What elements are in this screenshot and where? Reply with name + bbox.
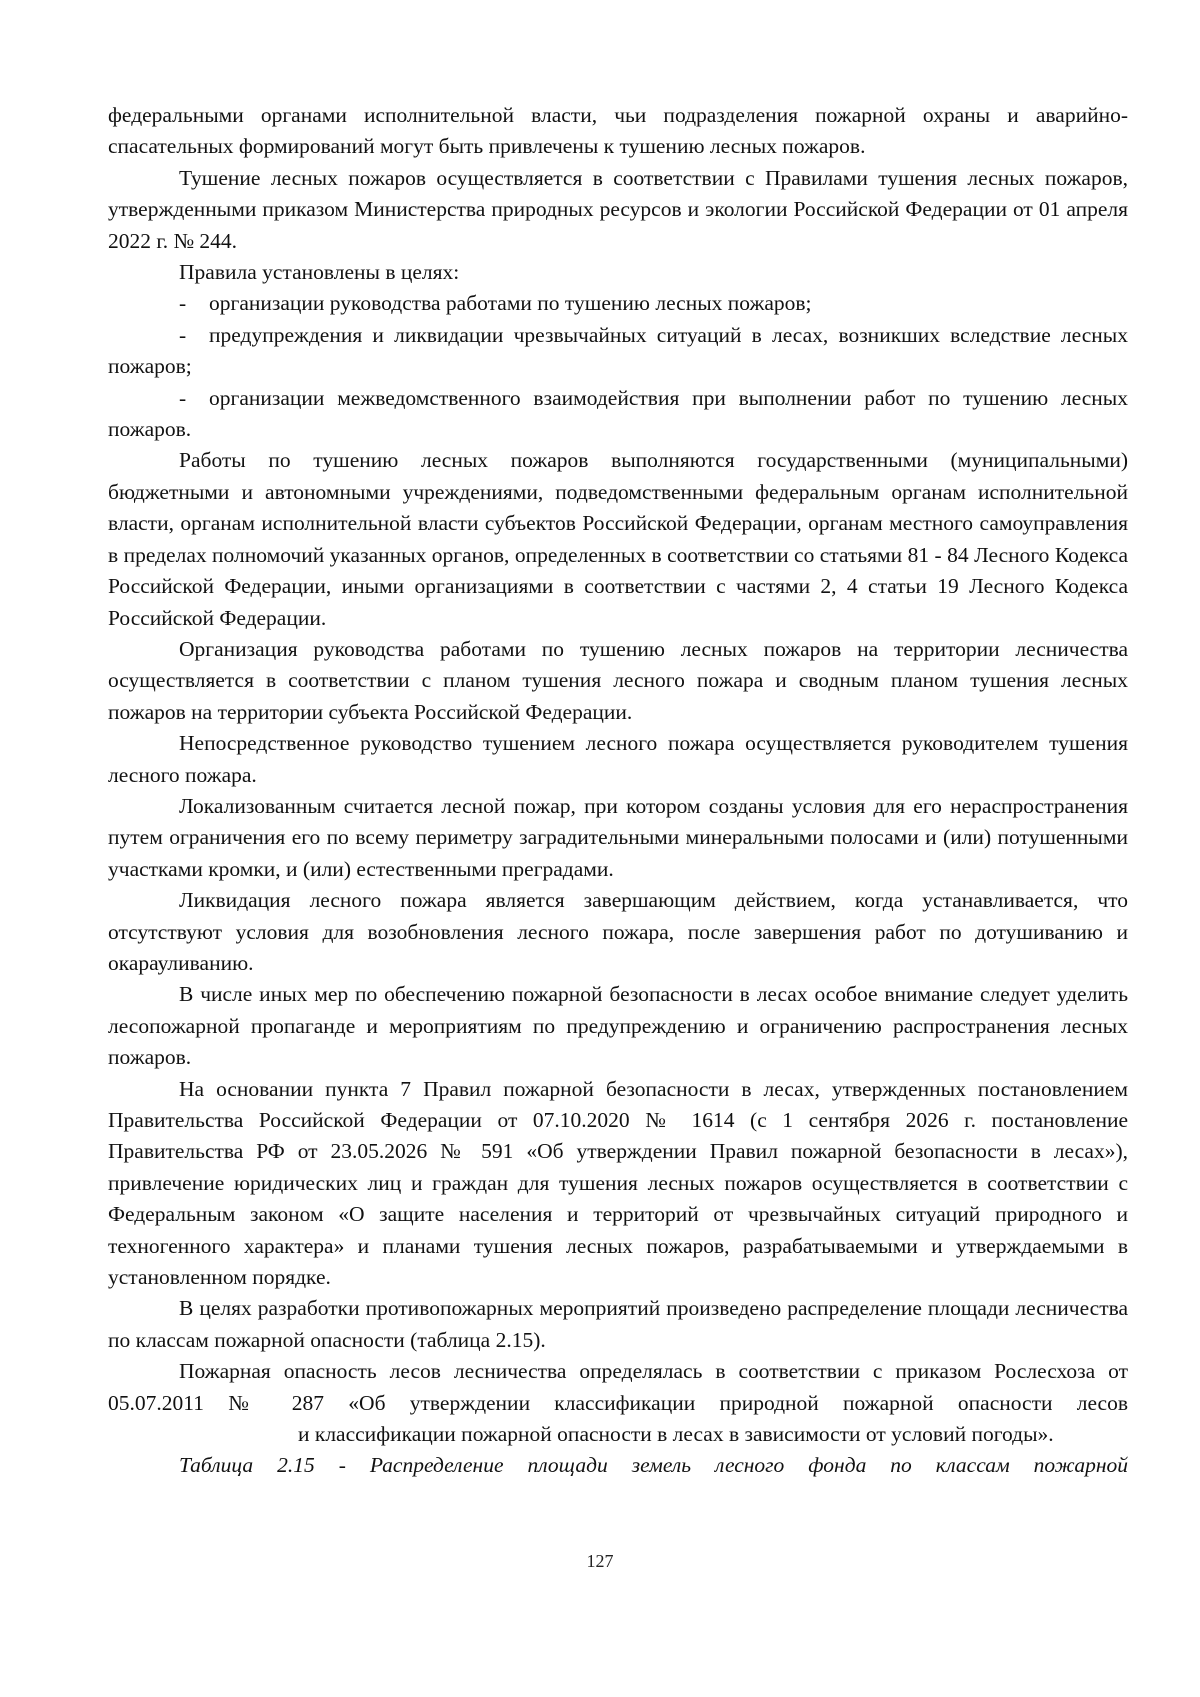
table-caption: Таблица 2.15 - Распределение площади земель лесного фонда по классам пожарной [179, 1453, 1128, 1478]
paragraph-propaganda: В числе иных мер по обеспечению пожарной безопасности в лесах особое внимание следует уделить лесопожарной пропаганде и мероприятиям по предупреждению и ограничению распространения лесных пожаров. [108, 982, 1128, 1070]
paragraph-fire-danger-order [108, 1356, 1128, 1450]
list-marker: - [179, 385, 187, 410]
list-marker: - [179, 291, 187, 316]
list-item [108, 383, 1128, 446]
list-item-text: организации руководства работами по тушению лесных пожаров; [209, 291, 812, 316]
paragraph-liquidation: Ликвидация лесного пожара является завершающим действием, когда устанавливается, что отсутствуют условия для возобновления лесного пожара, после завершения работ по дотушиванию и окарауливанию. [108, 888, 1128, 975]
list-item-text: организации межведомственного взаимодействия при выполнении работ по тушению лесных пожаров. [108, 385, 1128, 442]
list-marker: - [179, 322, 187, 347]
order-text-part1: Пожарная опасность лесов лесничества определялась в соответствии с приказом Рослесхоза от 05.07.2011 № 287 «Об утверждении классификации природной пожарной опасности лесов [108, 1359, 1128, 1415]
order-text-part2: и классификации пожарной опасности в лесах в зависимости от условий погоды». [298, 1422, 1054, 1447]
list-item [108, 288, 1128, 319]
paragraph-rules: Тушение лесных пожаров осуществляется в соответствии с Правилами тушения лесных пожаров, утвержденными приказом Министерства природных ресурсов и экологии Российской Федерации от 01 апреля 2022 г. № 244. [108, 165, 1128, 253]
list-item-text: предупреждения и ликвидации чрезвычайных ситуаций в лесах, возникших вследствие лесных пожаров; [108, 322, 1128, 379]
paragraph-direct-management: Непосредственное руководство тушением лесного пожара осуществляется руководителем тушения лесного пожара. [108, 731, 1128, 787]
page-number: 127 [586, 1551, 614, 1571]
paragraph-localized: Локализованным считается лесной пожар, при котором созданы условия для его нераспространения путем ограничения его по всему периметру заградительными минеральными полосами и (или) потушенными участками кромки, и (или) естественными преградами. [108, 793, 1128, 881]
paragraph-goals: Правила установлены в целях: [179, 260, 460, 285]
paragraph-intro: федеральными органами исполнительной власти, чьи подразделения пожарной охраны и аварийно-спасательных формирований могут быть привлечены к тушению лесных пожаров. [108, 103, 1128, 159]
paragraph-distribution: В целях разработки противопожарных мероприятий произведено распределение площади лесничества по классам пожарной опасности (таблица 2.15). [108, 1296, 1128, 1352]
paragraph-organization: Организация руководства работами по тушению лесных пожаров на территории лесничества осуществляется в соответствии с планом тушения лесного пожара и сводным планом тушения лесных пожаров на территории субъекта Российской Федерации. [108, 636, 1128, 724]
paragraph-works: Работы по тушению лесных пожаров выполняются государственными (муниципальными) бюджетными и автономными учреждениями, подведомственными федеральным органам исполнительной власти, органам исполнительной власти субъектов Российской Федерации, органам местного самоуправления в пределах полномочий указанных органов, определенных в соответствии со статьями 81 - 84 Лесного Кодекса Российской Федерации, иными организациями в соответствии с частями 2, 4 статьи 19 Лесного Кодекса Российской Федерации. [108, 448, 1128, 630]
document-body [108, 100, 1128, 1482]
paragraph-legal-basis: На основании пункта 7 Правил пожарной безопасности в лесах, утвержденных постановлением Правительства Российской Федерации от 07.10.2020 № 1614 (с 1 сентября 2026 г. постановление Правительства РФ от 23.05.2026 № 591 «Об утверждении Правил пожарной безопасности в лесах»), привлечение юридических лиц и граждан для тушения лесных пожаров осуществляется в соответствии с Федеральным законом «О защите населения и территорий от чрезвычайных ситуаций природного и техногенного характера» и планами тушения лесных пожаров, разрабатываемыми и утверждаемыми в установленном порядке. [108, 1076, 1128, 1290]
list-item [108, 320, 1128, 383]
